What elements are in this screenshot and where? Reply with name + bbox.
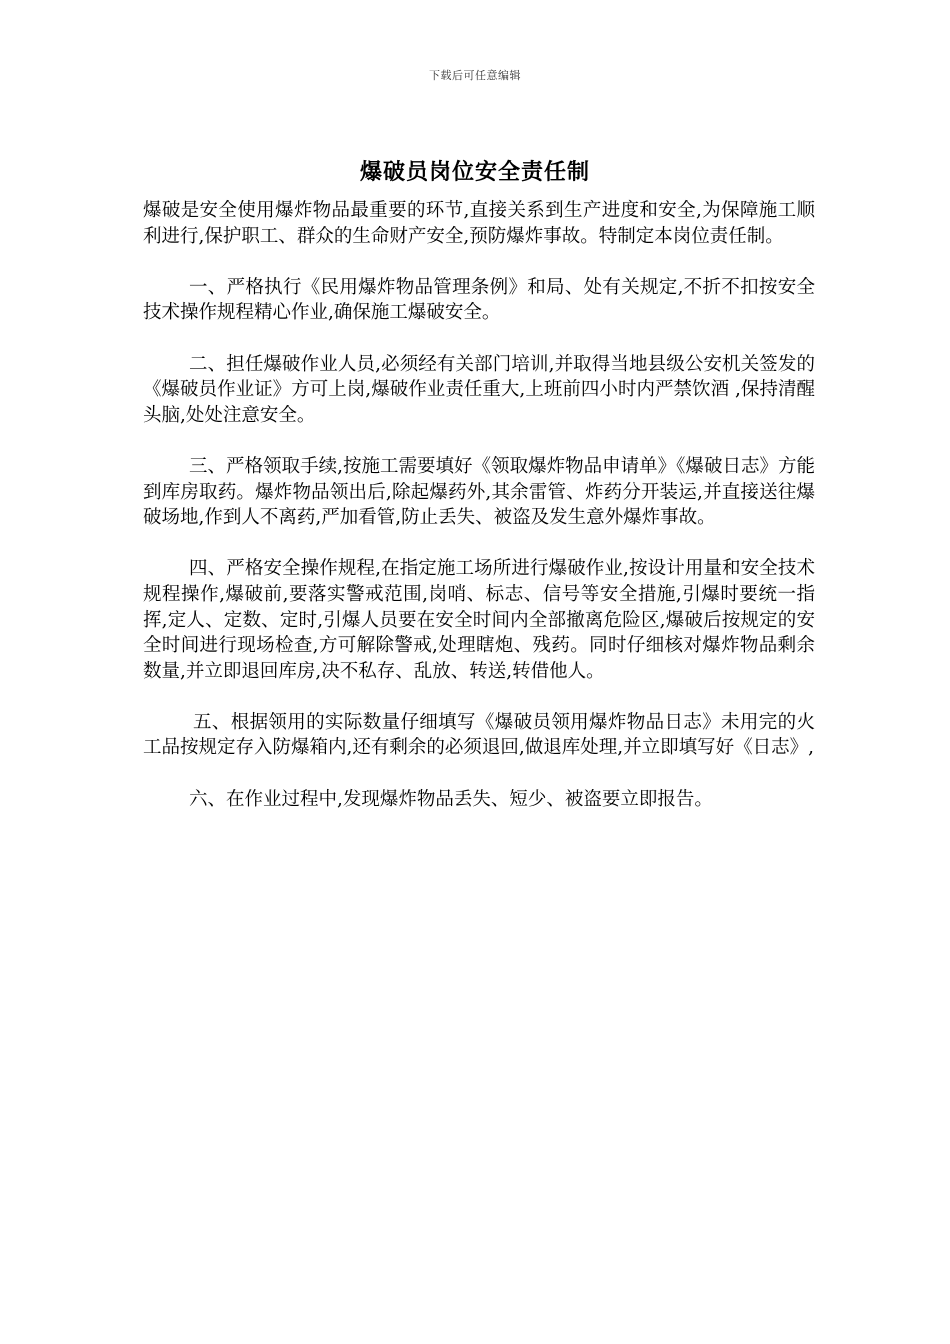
header-note: 下载后可任意编辑 — [429, 69, 521, 82]
clause-6: 六、在作业过程中,发现爆炸物品丢失、短少、被盗要立即报告。 — [189, 788, 713, 810]
clause-1: 一、严格执行《民用爆炸物品管理条例》和局、处有关规定,不折不扣按安全技术操作规程精心作业,确保施工爆破安全。 — [143, 276, 815, 324]
clause-5: 五、根据领用的实际数量仔细填写《爆破员领用爆炸物品日志》未用完的火工品按规定存入防爆箱内,还有剩余的必须退回,做退库处理,并立即填写好《日志》, — [143, 711, 815, 759]
clause-4: 四、严格安全操作规程,在指定施工场所进行爆破作业,按设计用量和安全技术规程操作,爆破前,要落实警戒范围,岗哨、标志、信号等安全措施,引爆时要统一指挥,定人、定数、定时,引爆人员要在安全时间内全部撤离危险区,爆破后按规定的安全时间进行现场检查,方可解除警戒,处理瞎炮、残药。同时仔细核对爆炸物品剩余数量,并立即退回库房,决不私存、乱放、转送,转借他人。 — [143, 558, 815, 682]
document-title: 爆破员岗位安全责任制 — [359, 160, 590, 185]
intro-paragraph: 爆破是安全使用爆炸物品最重要的环节,直接关系到生产进度和安全,为保障施工顺利进行,保护职工、群众的生命财产安全,预防爆炸事故。特制定本岗位责任制。 — [143, 200, 815, 247]
document-body — [143, 198, 815, 838]
clause-2: 二、担任爆破作业人员,必须经有关部门培训,并取得当地县级公安机关签发的《爆破员作业证》方可上岗,爆破作业责任重大,上班前四小时内严禁饮酒 ,保持清醒头脑,处处注意安全。 — [143, 353, 815, 426]
clause-3: 三、严格领取手续,按施工需要填好《领取爆炸物品申请单》《爆破日志》方能到库房取药。爆炸物品领出后,除起爆药外,其余雷管、炸药分开装运,并直接送往爆破场地,作到人不离药,严加看管,防止丢失、被盗及发生意外爆炸事故。 — [143, 455, 815, 529]
